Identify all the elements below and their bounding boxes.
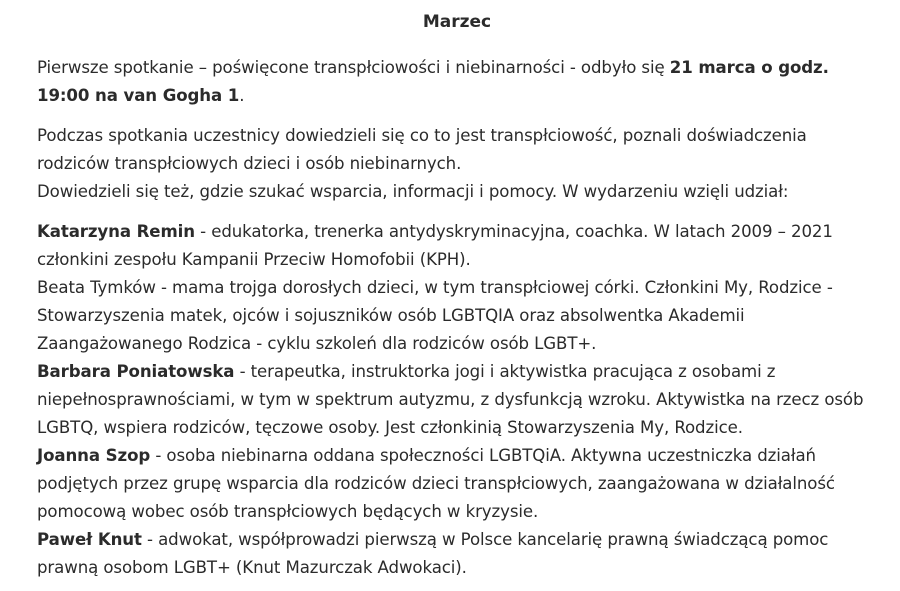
participant-name: Barbara Poniatowska — [37, 362, 235, 381]
summary-paragraph — [37, 122, 877, 206]
intro-paragraph — [37, 54, 877, 110]
participant-name: Joanna Szop — [37, 446, 151, 465]
participant-description: - osoba niebinarna oddana społeczności LGBTQiA. Aktywna uczestniczka działań podjętych przez grupę wsparcia dla rodziców dzieci transpłciowych, zaangażowana w działalność pomocową wobec osób transpłciowych będących w kryzysie. — [37, 446, 835, 521]
article-section — [37, 0, 877, 582]
participant-description: - mama trojga dorosłych dzieci, w tym transpłciowej córki. Członkini My, Rodzice - Stowarzyszenia matek, ojców i sojuszników osób LGBTQIA oraz absolwentka Akademii Zaangażowanego Rodzica - cyklu szkoleń dla rodziców osób LGBT+. — [37, 278, 833, 353]
summary-line-1: Podczas spotkania uczestnicy dowiedzieli się co to jest transpłciowość, poznali doświadczenia rodziców transpłciowych dzieci i osób niebinarnych. — [37, 126, 807, 173]
intro-end: . — [239, 86, 245, 105]
participant-name: Beata Tymków — [37, 278, 156, 297]
participant-description: - adwokat, współprowadzi pierwszą w Polsce kancelarię prawną świadczącą pomoc prawną osobom LGBT+ (Knut Mazurczak Adwokaci). — [37, 530, 829, 577]
participant-description: - edukatorka, trenerka antydyskryminacyjna, coachka. W latach 2009 – 2021 członkini zespołu Kampanii Przeciw Homofobii (KPH). — [37, 222, 833, 269]
intro-text: Pierwsze spotkanie – poświęcone transpłciowości i niebinarności - odbyło się — [37, 58, 670, 77]
participants-paragraph — [37, 218, 877, 582]
participant-name: Paweł Knut — [37, 530, 142, 549]
participant-description: - terapeutka, instruktorka jogi i aktywistka pracująca z osobami z niepełnosprawnościami, w tym w spektrum autyzmu, z dysfunkcją wzroku. Aktywistka na rzecz osób LGBTQ, wspiera rodziców, tęczowe osoby. Jest członkinią Stowarzyszenia My, Rodzice. — [37, 362, 864, 437]
participant-name: Katarzyna Remin — [37, 222, 195, 241]
month-heading: Marzec — [422, 12, 492, 32]
summary-line-2: Dowiedzieli się też, gdzie szukać wsparcia, informacji i pomocy. W wydarzeniu wzięli udział: — [37, 182, 789, 201]
event-date-location: 21 marca o godz. 19:00 na van Gogha 1 — [37, 58, 829, 105]
